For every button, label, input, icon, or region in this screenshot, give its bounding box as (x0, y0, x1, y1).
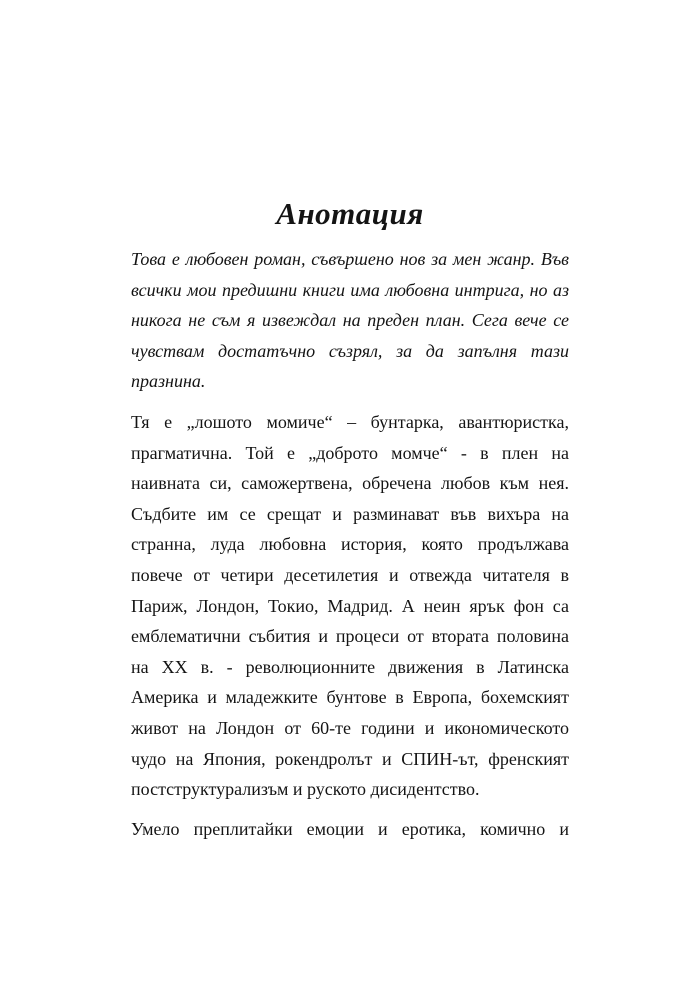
intro-paragraph: Това е любовен роман, съвършено нов за мен жанр. Във всички мои предишни книги има любовна интрига, но аз никога не съм я извеждал на преден план. Сега вече се чувствам достатъчно съзрял, за да запълня тази празнина. (131, 249, 569, 392)
body-paragraph-2: Тя е „лошото момиче“ – бунтарка, авантюристка, прагматична. Той е „доброто момче“ - в плен на наивната си, саможертвена, обречена любов към нея. Съдбите им се срещат и разминават във вихъра на странна, луда любовна история, която продължава повече от четири десетилетия и отвежда читателя в Париж, Лондон, Токио, Мадрид. А неин ярък фон са емблематични събития и процеси от втората половина на XX в. - революционните движения в Латинска Америка и младежките бунтове в Европа, бохемският живот на Лондон от 60-те години и икономическото чудо на Япония, рокендролът и СПИН-ът, френският постструктурализъм и руското дисидентство. (131, 412, 569, 800)
body-paragraph-3: Умело преплитайки емоции и еротика, комично и (131, 819, 569, 839)
page-title: Анотация (276, 196, 424, 231)
